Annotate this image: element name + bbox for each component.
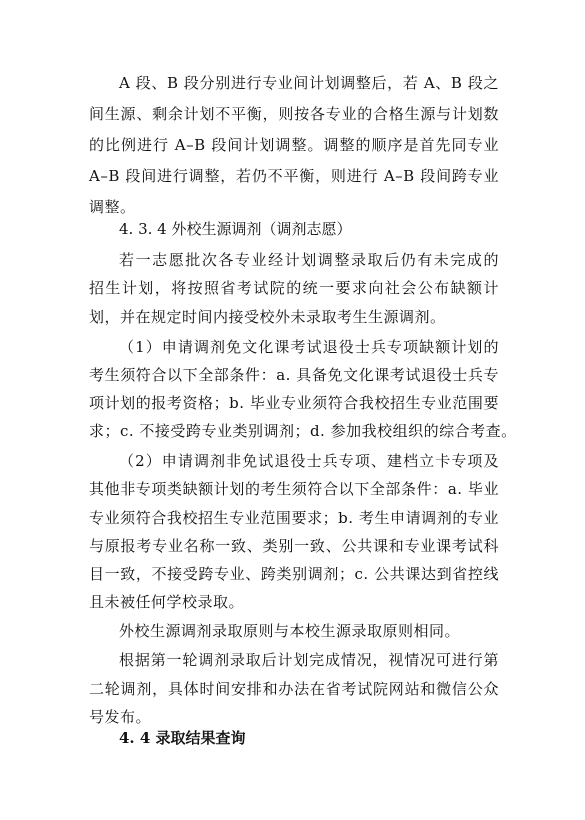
paragraph-1-line-1: A 段、B 段分别进行专业间计划调整后，若 A、B 段之 (119, 74, 499, 92)
paragraph-4-line-2: 其他非专项类缺额计划的考生须符合以下全部条件：a. 毕业 (89, 480, 499, 498)
paragraph-6-line-2: 二轮调剂，具体时间安排和办法在省考试院网站和微信公众 (89, 680, 499, 698)
paragraph-3-line-2: 考生须符合以下全部条件：a. 具备免文化课考试退役士兵专 (89, 366, 499, 384)
paragraph-4-line-6: 且未被任何学校录取。 (89, 593, 245, 611)
section-heading-4-4: 4. 4 录取结果查询 (119, 729, 246, 747)
paragraph-1-line-5: 调整。 (89, 198, 136, 216)
paragraph-3-line-4: 求；c. 不接受跨专业类别调剂；d. 参加我校组织的综合考查。 (89, 422, 517, 440)
paragraph-1-line-4: A–B 段间进行调整，若仍不平衡，则进行 A–B 段间跨专业 (89, 167, 499, 185)
paragraph-3-line-3: 项计划的报考资格；b. 毕业专业须符合我校招生专业范围要 (89, 394, 499, 412)
paragraph-3-line-1: （1）申请调剂免文化课考试退役士兵专项缺额计划的 (119, 338, 499, 356)
paragraph-2-line-2: 招生计划，将按照省考试院的统一要求向社会公布缺额计 (89, 279, 499, 297)
paragraph-4-line-3: 专业须符合我校招生专业范围要求；b. 考生申请调剂的专业 (89, 509, 499, 527)
paragraph-4-line-4: 与原报考专业名称一致、类别一致、公共课和专业课考试科 (89, 537, 499, 555)
paragraph-1-line-3: 的比例进行 A–B 段间计划调整。调整的顺序是首先同专业 (89, 136, 499, 154)
paragraph-2-line-3: 划，并在规定时间内接受校外未录取考生生源调剂。 (89, 308, 446, 326)
paragraph-4-line-1: （2）申请调剂非免试退役士兵专项、建档立卡专项及 (119, 452, 499, 470)
paragraph-4-line-5: 目一致，不接受跨专业、跨类别调剂；c. 公共课达到省控线 (89, 565, 499, 583)
section-heading-4-3-4: 4. 3. 4 外校生源调剂（调剂志愿） (119, 220, 352, 238)
paragraph-6-line-3: 号发布。 (89, 708, 152, 726)
paragraph-2-line-1: 若一志愿批次各专业经计划调整录取后仍有未完成的 (119, 251, 499, 269)
paragraph-1-line-2: 间生源、剩余计划不平衡，则按各专业的合格生源与计划数 (89, 105, 499, 123)
paragraph-6-line-1: 根据第一轮调剂录取后计划完成情况，视情况可进行第 (119, 651, 499, 669)
paragraph-5-line-1: 外校生源调剂录取原则与本校生源录取原则相同。 (119, 622, 461, 640)
